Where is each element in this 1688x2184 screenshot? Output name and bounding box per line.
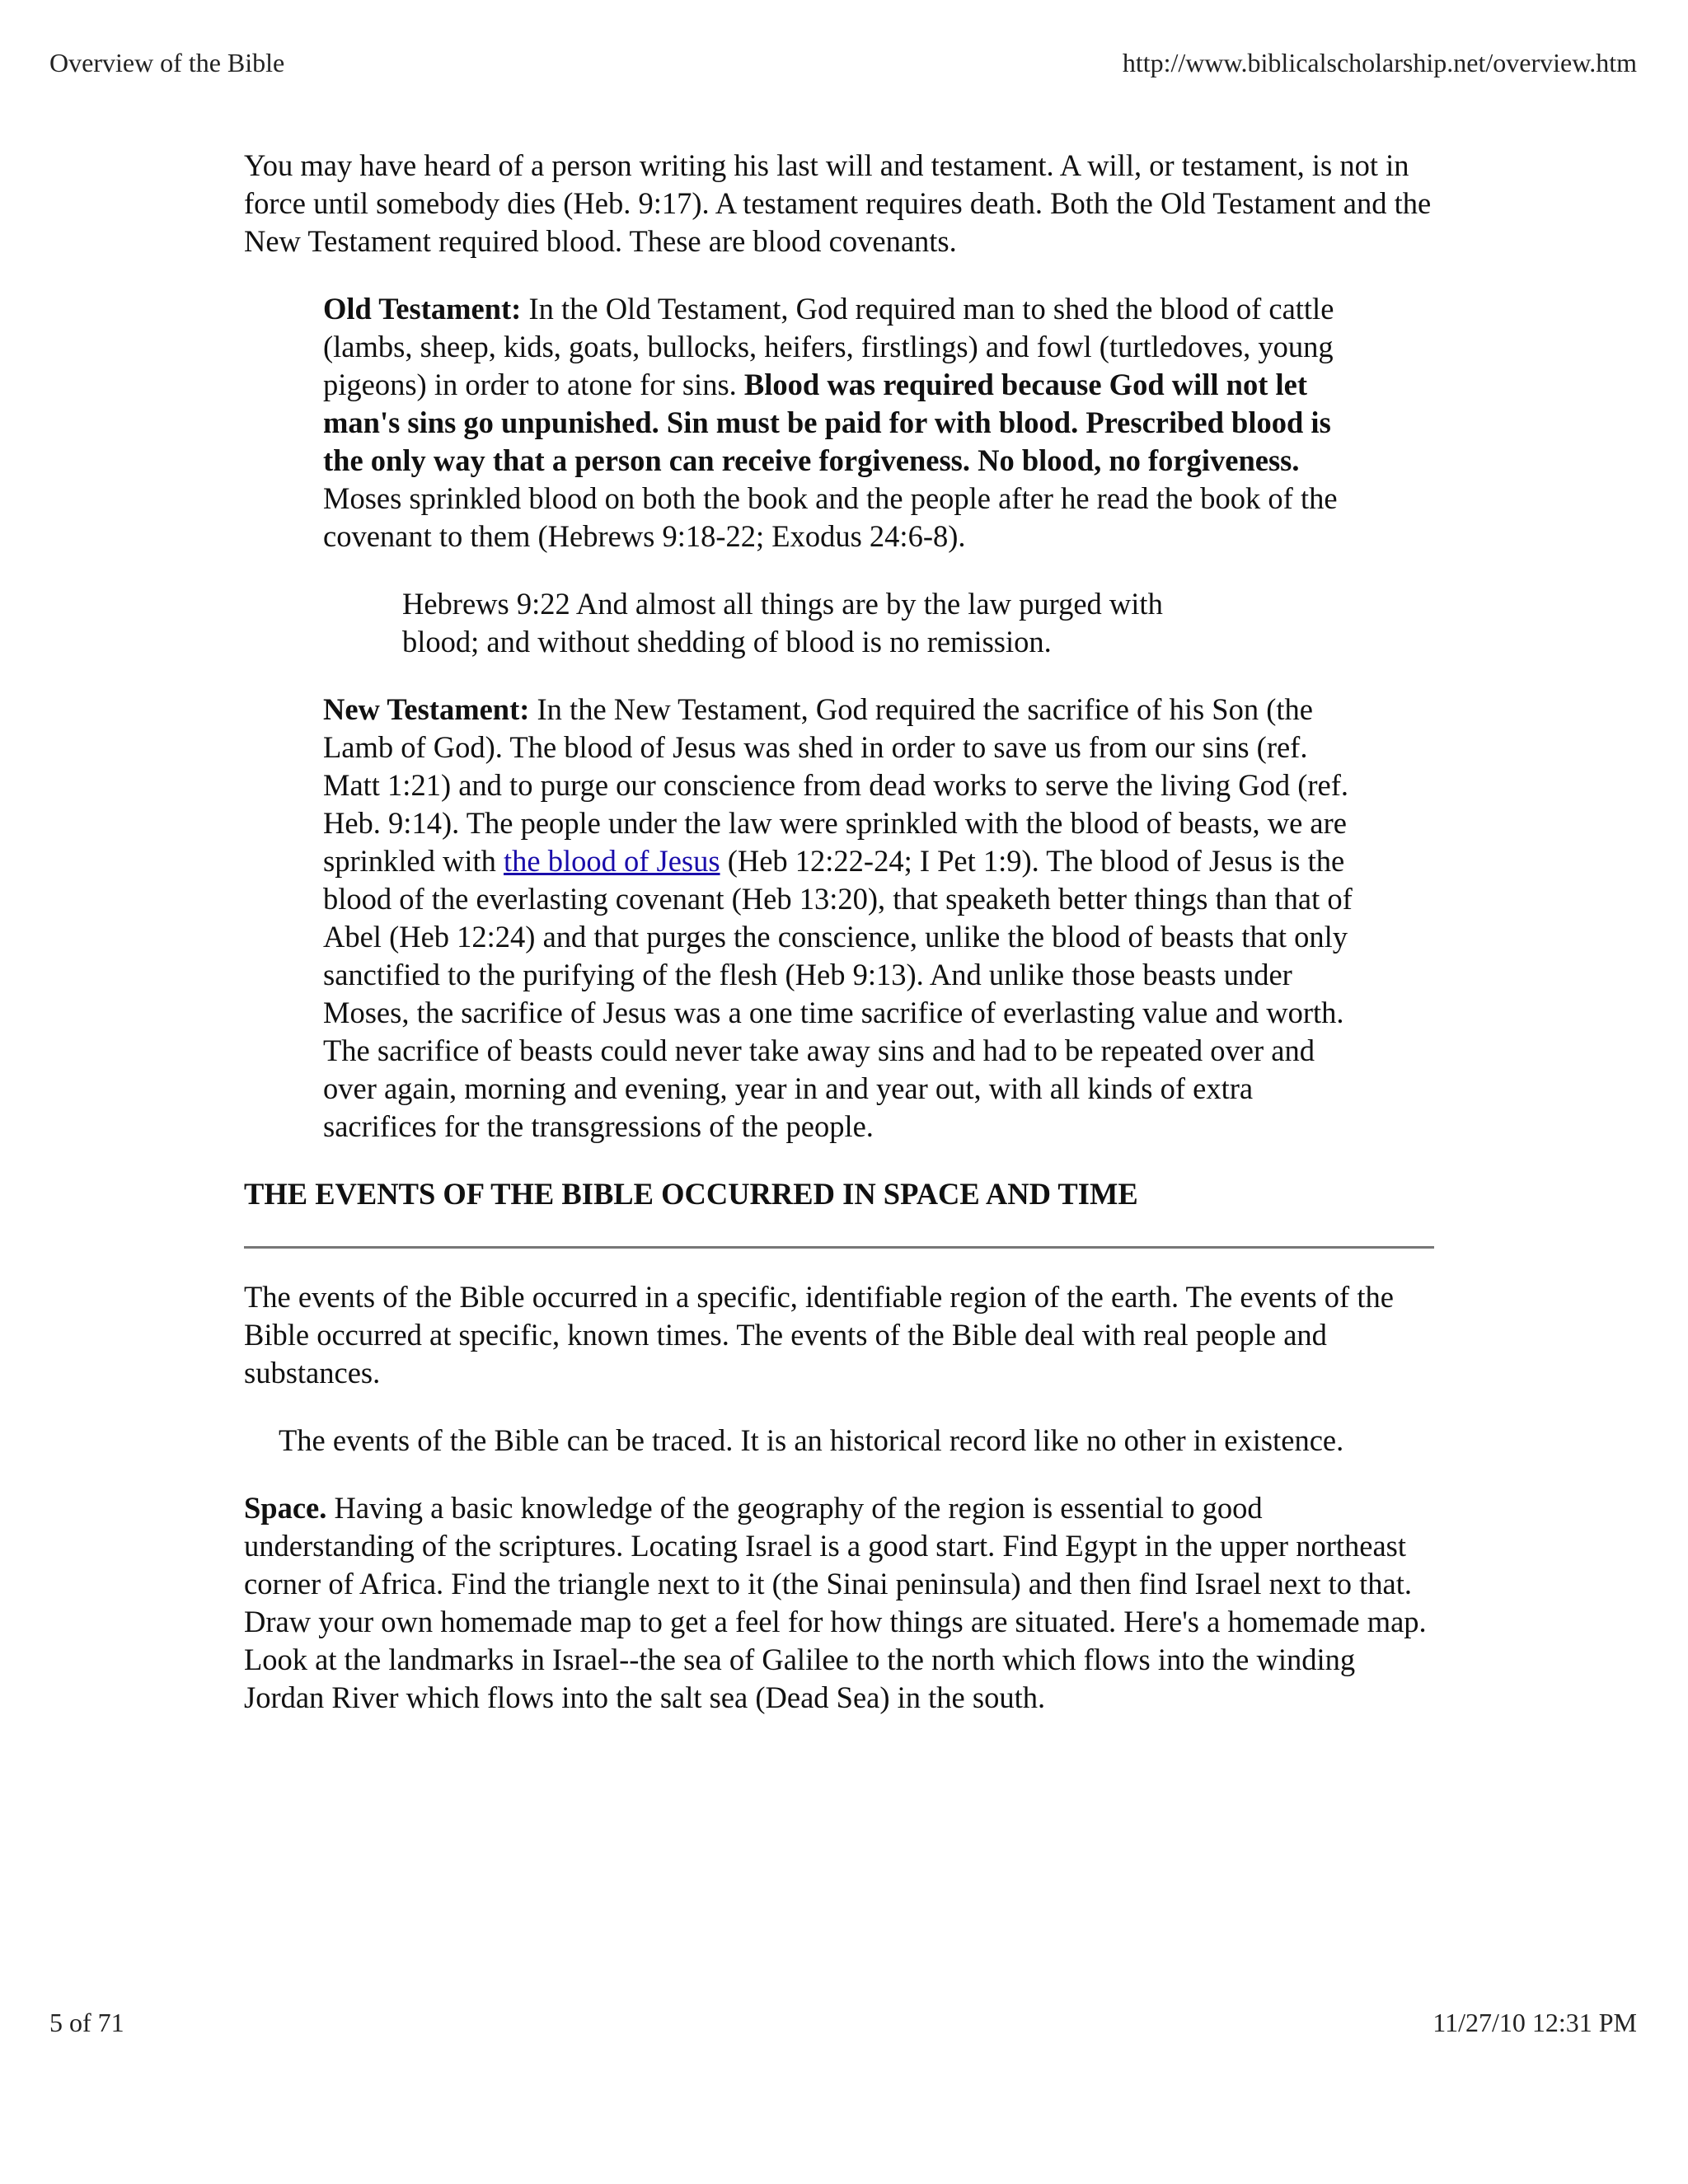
page-footer bbox=[49, 2008, 1637, 2037]
horizontal-rule bbox=[244, 1246, 1434, 1249]
space-paragraph bbox=[244, 1489, 1434, 1717]
blood-of-jesus-link[interactable]: the blood of Jesus bbox=[503, 844, 720, 878]
old-testament-label: Old Testament: bbox=[323, 292, 522, 326]
page-url: http://www.biblicalscholarship.net/overview.htm bbox=[1122, 48, 1637, 77]
page-header bbox=[49, 48, 1637, 77]
space-label: Space. bbox=[244, 1491, 327, 1525]
intro-paragraph: You may have heard of a person writing his last will and testament. A will, or testament, is not in force until somebody dies (Heb. 9:17). A testament requires death. Both the Old Testament and the New Testament required blood. These are blood covenants. bbox=[244, 148, 1432, 258]
traced-line: The events of the Bible can be traced. It is an historical record like no other in existence. bbox=[279, 1423, 1344, 1457]
new-testament-text: In the New Testament, God required the sacrifice of his Son (the Lamb of God). The blood of Jesus was shed in order to save us from our sins (ref. Matt 1:21) and to purge our conscience from dead works to serve the living God (ref. Heb. 9:14). The people under the law were sprinkled with the blood of beasts, we are sprinkled with bbox=[323, 692, 1349, 878]
page-title: Overview of the Bible bbox=[49, 48, 285, 77]
section-heading: THE EVENTS OF THE BIBLE OCCURRED IN SPACE AND TIME bbox=[244, 1177, 1138, 1211]
old-testament-paragraph bbox=[323, 290, 1353, 555]
space-text: Having a basic knowledge of the geography of the region is essential to good understanding of the scriptures. Locating Israel is a good start. Find Egypt in the upper northeast corner of Africa. Find the triangle next to it (the Sinai peninsula) and then find Israel next to that. Draw your own homemade map to get a feel for how things are situated. Here's a homemade map. Look at the landmarks in Israel--the sea of Galilee to the north which flows into the winding Jordan River which flows into the salt sea (Dead Sea) in the south. bbox=[244, 1491, 1427, 1714]
old-testament-text-end: Moses sprinkled blood on both the book and the people after he read the book of the covenant to them (Hebrews 9:18-22; Exodus 24:6-8). bbox=[323, 481, 1338, 553]
events-paragraph: The events of the Bible occurred in a specific, identifiable region of the earth. The events of the Bible occurred at specific, known times. The events of the Bible deal with real people and substances. bbox=[244, 1280, 1394, 1390]
old-testament-text: In the Old Testament, God required man to shed the blood of cattle (lambs, sheep, kids, goats, bullocks, heifers, firstlings) and fowl (turtledoves, young pigeons) in order to atone for sins. bbox=[323, 292, 1334, 401]
new-testament-paragraph bbox=[323, 691, 1353, 1146]
old-testament-bold-text: Blood was required because God will not let man's sins go unpunished. Sin must be paid for with blood. Prescribed blood is the only way that a person can receive forgiveness. No blood, no forgiveness. bbox=[323, 368, 1331, 477]
hebrews-quote: Hebrews 9:22 And almost all things are by the law purged with blood; and without shedding of blood is no remission. bbox=[402, 587, 1163, 658]
page-number: 5 of 71 bbox=[49, 2008, 124, 2037]
print-timestamp: 11/27/10 12:31 PM bbox=[1432, 2008, 1637, 2037]
new-testament-text-end: (Heb 12:22-24; I Pet 1:9). The blood of Jesus is the blood of the everlasting covenant (Heb 13:20), that speaketh better things than that of Abel (Heb 12:24) and that purges the conscience, unlike the blood of beasts that only sanctified to the purifying of the flesh (Heb 9:13). And unlike those beasts under Moses, the sacrifice of Jesus was a one time sacrifice of everlasting value and worth. The sacrifice of beasts could never take away sins and had to be repeated over and over again, morning and evening, year in and year out, with all kinds of extra sacrifices for the transgressions of the people. bbox=[323, 844, 1353, 1143]
main-content bbox=[244, 147, 1434, 1717]
new-testament-label: New Testament: bbox=[323, 692, 530, 726]
